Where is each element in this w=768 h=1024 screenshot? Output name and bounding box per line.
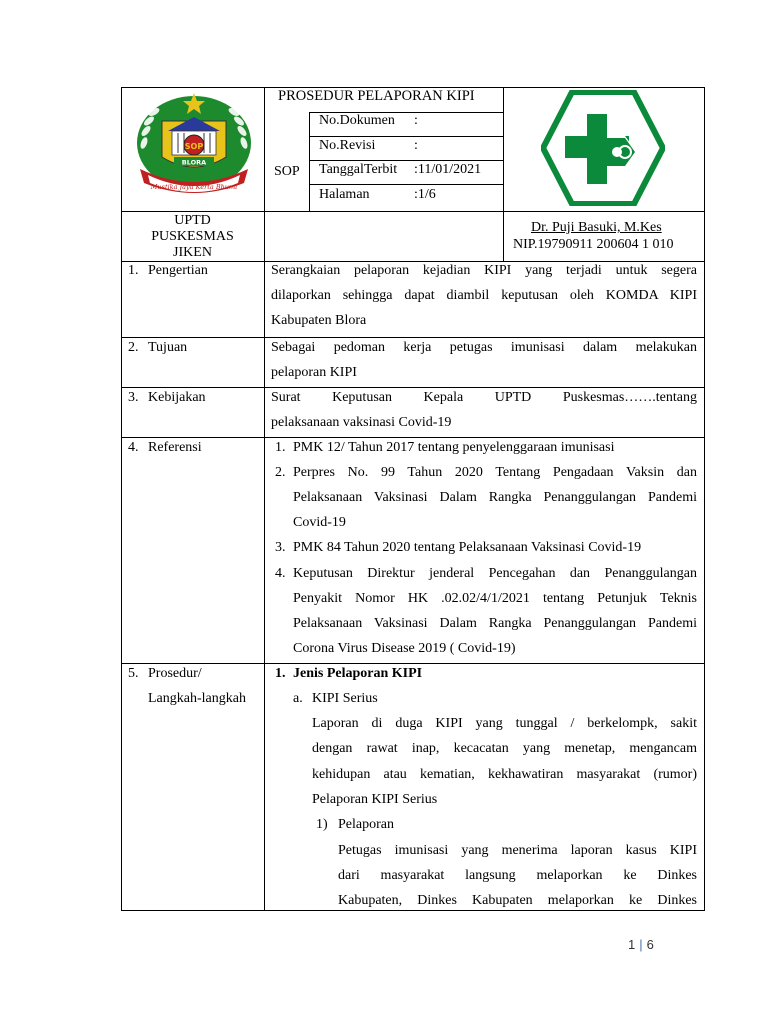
sop-label: SOP [274,164,300,179]
blora-emblem [134,91,254,199]
section-text-line: Kabupaten Blora [271,313,367,328]
section-text-line: pelaporan KIPI [271,365,357,380]
section-number: 3. [128,390,139,405]
field-value-no-dokumen: : [414,113,418,128]
org-name-line2: PUSKESMAS [151,229,234,244]
emblem-ribbon-text: Mustika Jaya Kerta Bhumi [150,183,238,191]
section-label-langkah: Langkah-langkah [148,691,246,706]
step-pelaporan: Pelaporan [338,817,394,832]
subheading-kipi-serius: KIPI Serius [312,691,378,706]
page-total: 6 [646,937,654,952]
procedure-text-line: Pelaporan KIPI Serius [312,792,438,807]
section-text-line: Surat Keputusan Kepala UPTD Puskesmas…….tentang [271,390,697,405]
heading-number: 1. [275,666,286,681]
field-value-tanggal-terbit: :11/01/2021 [414,162,482,177]
page-number: 1 [628,937,636,952]
org-name-line1: UPTD [174,213,211,228]
field-value-no-revisi: : [414,138,418,153]
ref-number: 2. [275,465,286,480]
ref-number: 1. [275,440,286,455]
ref-text-line: Pelaksanaan Vaksinasi Dalam Rangka Penanggulangan Pandemi [293,616,697,631]
procedure-text-line: Laporan di duga KIPI yang tunggal / berkelompk, sakit [312,716,697,731]
signer-nip: NIP.19790911 200604 1 010 [513,237,674,252]
page-footer [628,937,654,952]
section-label-pengertian: Pengertian [148,263,208,278]
ref-text-line: Perpres No. 99 Tahun 2020 Tentang Pengadaan Vaksin dan [293,465,697,480]
ref-number: 4. [275,566,286,581]
sop-title: PROSEDUR PELAPORAN KIPI [278,88,475,104]
section-number: 4. [128,440,139,455]
field-label-no-dokumen: No.Dokumen [319,113,395,128]
section-label-tujuan: Tujuan [148,340,188,355]
procedure-text-line: dari masyarakat langsung melaporkan ke Dinkes [338,868,697,883]
ref-text-line: PMK 12/ Tahun 2017 tentang penyelenggaraan imunisasi [293,440,615,455]
section-label-referensi: Referensi [148,440,202,455]
ref-number: 3. [275,540,286,555]
field-label-no-revisi: No.Revisi [319,138,376,153]
page-separator: | [639,937,643,952]
ref-text-line: Corona Virus Disease 2019 ( Covid-19) [293,641,516,656]
emblem-banner-text: BLORA [181,158,207,167]
procedure-text-line: kehidupan atau kematian, kekhawatiran masyarakat (rumor) [312,767,697,782]
ref-text-line: Pelaksanaan Vaksinasi Dalam Rangka Penanggulangan Pandemi [293,490,697,505]
seal-text: SOP [184,142,204,151]
subheading-letter: a. [293,691,303,706]
section-text-line: dilaporkan sehingga dapat diambil keputusan oleh KOMDA KIPI [271,288,697,303]
ref-text-line: Keputusan Direktur jenderal Pencegahan dan Penanggulangan [293,566,697,581]
procedure-text-line: Petugas imunisasi yang menerima laporan kasus KIPI [338,843,697,858]
section-label-prosedur: Prosedur/ [148,666,202,681]
signer-name: Dr. Puji Basuki, M.Kes [531,220,662,235]
org-name-line3: JIKEN [173,245,212,260]
heading-jenis-pelaporan: Jenis Pelaporan KIPI [293,666,423,681]
ref-text-line: Penyakit Nomor HK .02.02/4/1/2021 tentang Petunjuk Teknis [293,591,697,606]
section-text-line: Sebagai pedoman kerja petugas imunisasi dalam melakukan [271,340,697,355]
step-number: 1) [316,817,328,832]
section-label-kebijakan: Kebijakan [148,390,206,405]
section-number: 1. [128,263,139,278]
ref-text-line: PMK 84 Tahun 2020 tentang Pelaksanaan Vaksinasi Covid-19 [293,540,642,555]
field-label-halaman: Halaman [319,187,370,202]
procedure-text-line: Kabupaten, Dinkes Kabupaten melaporkan ke Dinkes [338,893,697,908]
section-number: 5. [128,666,139,681]
section-text-line: Serangkaian pelaporan kejadian KIPI yang terjadi untuk segera [271,263,697,278]
puskesmas-logo [541,90,665,206]
field-label-tanggal-terbit: TanggalTerbit [319,162,398,177]
field-value-halaman: :1/6 [414,187,436,202]
procedure-text-line: dengan rawat inap, kecacatan yang menetap, mengancam [312,741,697,756]
section-text-line: pelaksanaan vaksinasi Covid-19 [271,415,452,430]
ref-text-line: Covid-19 [293,515,346,530]
section-number: 2. [128,340,139,355]
